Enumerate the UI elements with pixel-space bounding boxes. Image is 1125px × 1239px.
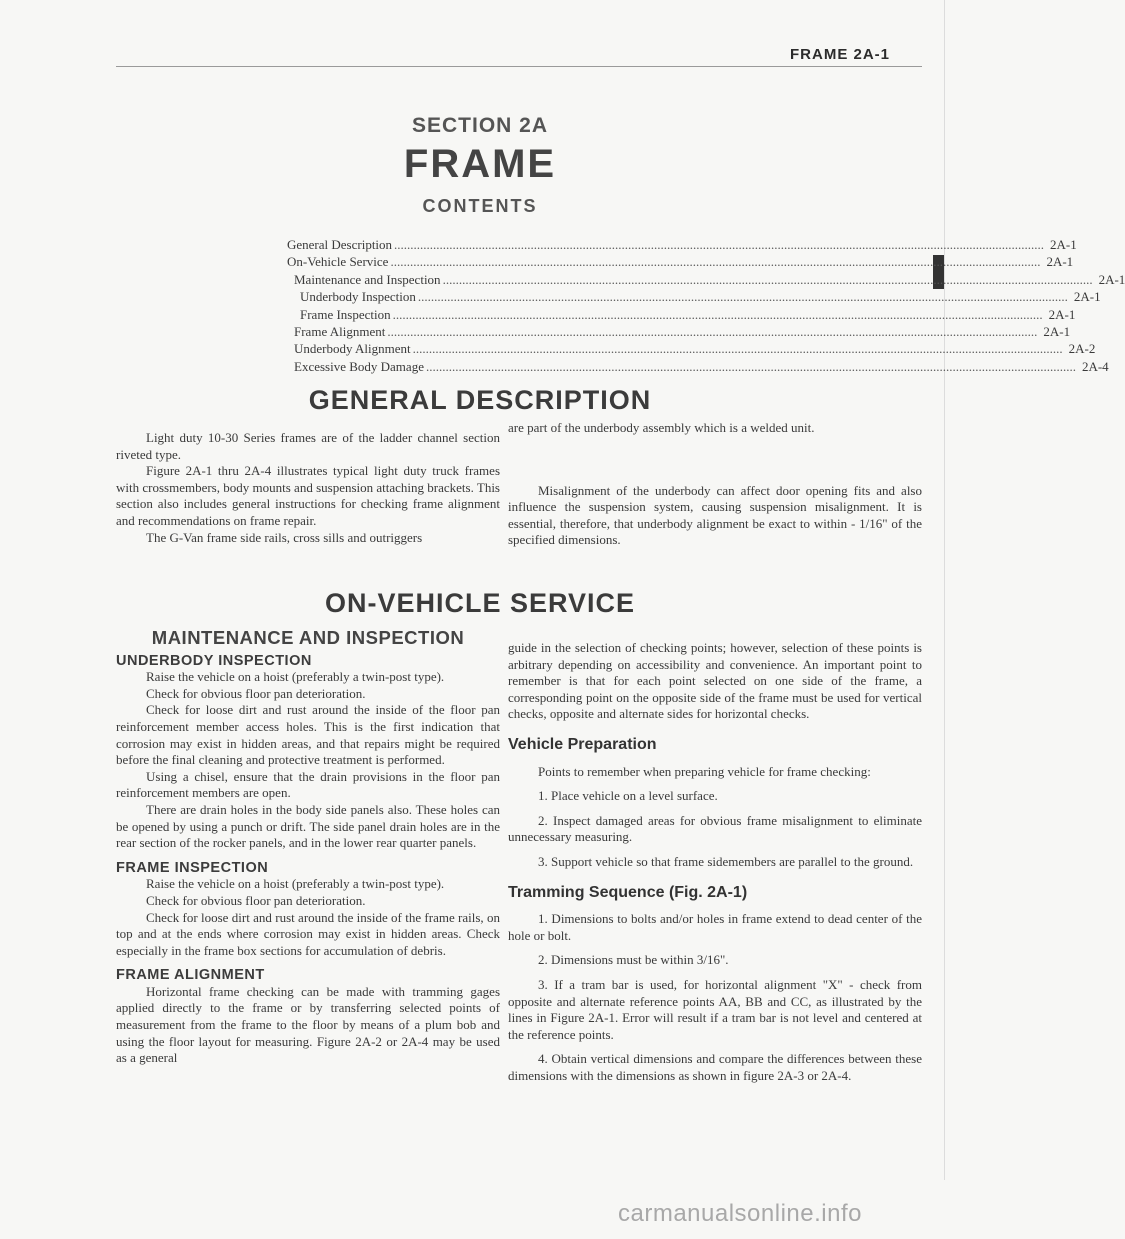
section-label: SECTION 2A (411, 114, 549, 137)
underbody-inspection-heading: UNDERBODY INSPECTION (116, 652, 312, 669)
spacer (508, 437, 922, 483)
toc-entry-page: 2A-1 (1048, 306, 1076, 322)
paragraph: Check for obvious floor pan deterioration. (146, 685, 366, 701)
toc-entry[interactable] (287, 340, 1096, 357)
frame-alignment-heading: FRAME ALIGNMENT (116, 967, 265, 984)
toc-entry[interactable] (287, 236, 1077, 253)
paragraph: Horizontal frame checking can be made with tramming gages applied directly to the frame or by transferring selected points of measurement from the frame to the floor by means of a plum bob and using the floor layout for measuring. Figure 2A-2 or 2A-4 may be used as a general (116, 983, 500, 1066)
list-item: 1. Dimensions to bolts and/or holes in frame extend to dead center of the hole or bolt. (508, 911, 922, 943)
paragraph: Light duty 10-30 Series frames are of the ladder channel section riveted type. (116, 430, 500, 462)
list-item: 2. Inspect damaged areas for obvious frame misalignment to eliminate unnecessary measuring. (508, 812, 922, 845)
toc-entry[interactable] (287, 323, 1071, 340)
toc-entry[interactable] (287, 253, 1074, 270)
paragraph: Using a chisel, ensure that the drain provisions in the floor pan reinforcement members are open. (116, 768, 500, 801)
toc-entry-label: Underbody Alignment (294, 341, 411, 357)
general-right-column (508, 420, 922, 549)
onvehicle-left-column (116, 627, 500, 1067)
section-title: FRAME (403, 142, 557, 186)
toc-entry-page: 2A-2 (1068, 341, 1096, 357)
toc-leader: ........................................................................................................................................................................................................ (417, 289, 1068, 305)
paragraph: Points to remember when preparing vehicle for frame checking: (538, 763, 871, 779)
table-of-contents (287, 236, 1125, 375)
vehicle-preparation-heading: Vehicle Preparation (508, 735, 657, 753)
paragraph: Raise the vehicle on a hoist (preferably a twin-post type). (146, 876, 445, 892)
contents-label: CONTENTS (422, 196, 538, 216)
toc-entry-label: Frame Inspection (300, 306, 391, 322)
toc-entry[interactable] (287, 358, 1109, 375)
toc-leader: ........................................................................................................................................................................................................ (387, 323, 1038, 339)
toc-entry[interactable] (287, 288, 1101, 305)
onvehicle-right-column (508, 640, 922, 1092)
toc-entry-label: Excessive Body Damage (294, 358, 424, 374)
running-head: FRAME 2A-1 (790, 46, 891, 63)
list-item: 3. If a tram bar is used, for horizontal alignment "X" - check from opposite and alternate reference points AA, BB and CC, as illustrated by the lines in Figure 2A-1. Error will result if a tram bar is not level and centered at the reference points. (508, 976, 922, 1042)
paragraph: Misalignment of the underbody can affect door opening fits and also influence the suspension system, causing suspension misalignment. It is essential, therefore, that underbody alignment be exact to within - 1/16" of the specified dimensions. (508, 482, 922, 548)
general-description-heading: GENERAL DESCRIPTION (308, 385, 652, 415)
preparation-list (508, 788, 922, 870)
toc-entry-label: General Description (287, 237, 393, 252)
toc-entry-page: 2A-1 (1073, 289, 1101, 305)
toc-leader: ........................................................................................................................................................................................................ (392, 306, 1043, 322)
paragraph: Check for loose dirt and rust around the inside of the floor pan reinforcement member access holes. This is the first indication that corrosion may exist in hidden areas, and that repairs might be required before the final cleaning and protective treatment is performed. (116, 702, 500, 768)
paragraph: Figure 2A-1 thru 2A-4 illustrates typical light duty truck frames with crossmembers, body mounts and suspension attaching brackets. This section also includes general instructions for checking frame alignment and recommendations on frame repair. (116, 463, 500, 528)
on-vehicle-service-heading: ON-VEHICLE SERVICE (324, 588, 636, 618)
toc-leader: ........................................................................................................................................................................................................ (412, 341, 1063, 357)
toc-entry-page: 2A-4 (1081, 358, 1109, 374)
general-left-column (116, 430, 500, 546)
paragraph: Check for loose dirt and rust around the inside of the frame rails, on top and at the ends where corrosion may exist in hidden areas. Check especially in the frame box sections for accumulation of debris. (116, 909, 500, 958)
tramming-sequence-heading: Tramming Sequence (Fig. 2A-1) (508, 883, 748, 901)
paragraph: There are drain holes in the body side panels also. These holes can be opened by using a punch or drift. The side panel drain holes are in the rear section of the rocker panels, and in the lower rear quarter panels. (116, 801, 500, 851)
toc-entry-page: 2A-1 (1050, 237, 1077, 252)
list-item: 1. Place vehicle on a level surface. (538, 788, 718, 804)
watermark: carmanualsonline.info (618, 1200, 862, 1227)
toc-leader: ........................................................................................................................................................................................................ (442, 271, 1093, 287)
list-item: 3. Support vehicle so that frame sidemembers are parallel to the ground. (538, 853, 914, 869)
header-rule (116, 66, 922, 67)
paragraph: are part of the underbody assembly which is a welded unit. (508, 420, 815, 435)
toc-entry[interactable] (287, 271, 1125, 288)
toc-entry-label: Underbody Inspection (300, 289, 416, 305)
toc-leader: ........................................................................................................................................................................................................ (425, 358, 1076, 374)
paragraph: Raise the vehicle on a hoist (preferably a twin-post type). (146, 669, 445, 685)
toc-entry-page: 2A-1 (1043, 323, 1071, 339)
toc-entry-label: Maintenance and Inspection (294, 271, 441, 287)
list-item: 2. Dimensions must be within 3/16". (538, 952, 729, 968)
list-item: 4. Obtain vertical dimensions and compare the differences between these dimensions with the dimensions as shown in figure 2A-3 or 2A-4. (508, 1051, 922, 1083)
toc-entry-page: 2A-1 (1098, 271, 1125, 287)
toc-entry[interactable] (287, 306, 1076, 323)
paragraph: Check for obvious floor pan deterioration. (146, 892, 366, 908)
tramming-list (508, 911, 922, 1084)
toc-leader: ........................................................................................................................................................................................................ (394, 237, 1045, 252)
toc-entry-page: 2A-1 (1046, 254, 1074, 270)
frame-inspection-heading: FRAME INSPECTION (116, 859, 269, 876)
paragraph: guide in the selection of checking points; however, selection of these points is arbitrary depending on accessibility and convenience. An important point to remember is that for each point selected on one side of the frame, a corresponding point on the opposite side of the frame must be used for vertical checks, opposite and alternate sides for horizontal checks. (508, 640, 922, 722)
toc-entry-label: On-Vehicle Service (287, 254, 389, 270)
maintenance-heading: MAINTENANCE AND INSPECTION (151, 627, 465, 648)
toc-entry-label: Frame Alignment (294, 323, 386, 339)
toc-leader: ........................................................................................................................................................................................................ (390, 254, 1041, 270)
paragraph: The G-Van frame side rails, cross sills and outriggers (146, 529, 423, 545)
